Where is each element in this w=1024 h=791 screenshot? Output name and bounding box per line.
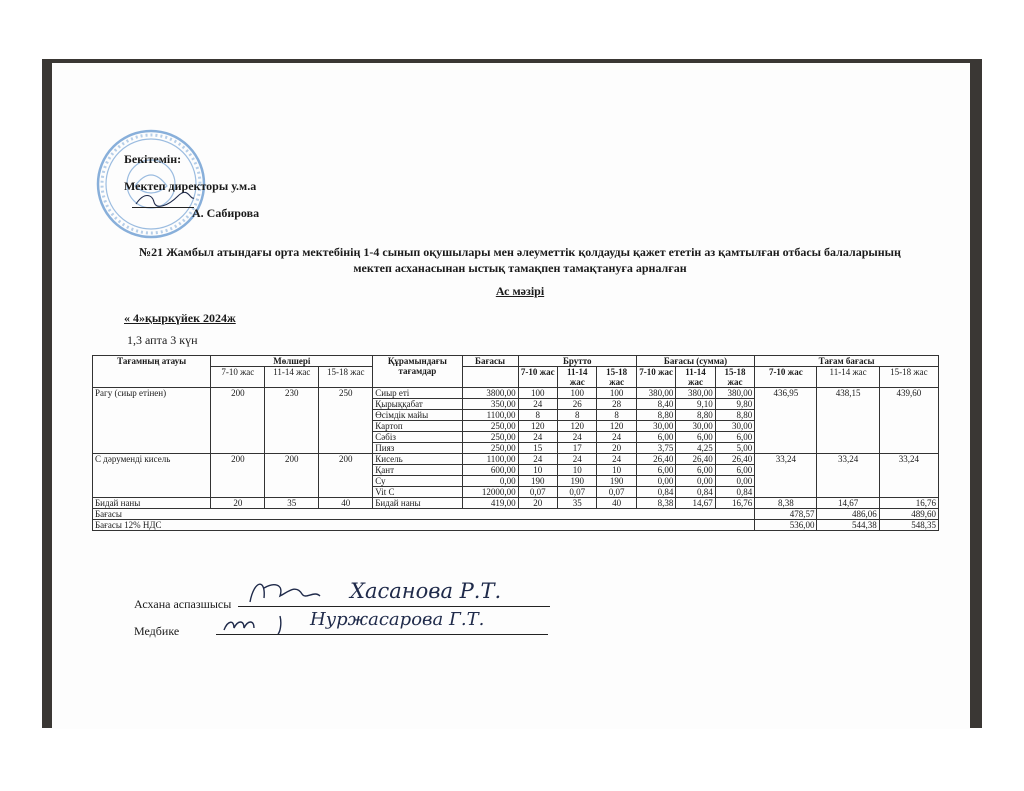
menu-week-day: 1,3 апта 3 күн	[127, 333, 198, 347]
gross-cell: 0,07	[597, 487, 636, 498]
gross-cell: 190	[597, 476, 636, 487]
gross-cell: 17	[558, 443, 597, 454]
menu-heading: Ас мәзірі	[495, 284, 545, 298]
gross-cell: 10	[558, 465, 597, 476]
gross-cell: 24	[518, 432, 557, 443]
dish-amount: 230	[265, 388, 319, 454]
sum-cell: 5,00	[715, 443, 754, 454]
header-age: 15-18 жас	[879, 367, 938, 388]
dish-price-cell: 14,67	[817, 498, 879, 509]
gross-cell: 24	[558, 432, 597, 443]
gross-cell: 190	[558, 476, 597, 487]
gross-cell: 100	[597, 388, 636, 399]
sum-cell: 380,00	[636, 388, 675, 399]
sum-cell: 14,67	[676, 498, 715, 509]
menu-table	[92, 355, 939, 531]
nurse-signed-name: Нуржасарова Г.Т.	[310, 609, 485, 630]
gross-cell: 24	[518, 454, 557, 465]
vat-cell: 544,38	[817, 520, 879, 531]
header-sum: Бағасы (сумма)	[636, 356, 754, 367]
sum-cell: 0,00	[715, 476, 754, 487]
dish-amount: 35	[265, 498, 319, 509]
gross-cell: 100	[518, 388, 557, 399]
nurse-signature	[220, 610, 310, 638]
gross-cell: 190	[518, 476, 557, 487]
component-price: 1100,00	[462, 410, 518, 421]
sum-cell: 3,75	[636, 443, 675, 454]
header-age: 11-14 жас	[558, 367, 597, 388]
gross-cell: 24	[518, 399, 557, 410]
dish-price-cell: 33,24	[879, 454, 938, 498]
dish-amount: 40	[319, 498, 373, 509]
header-age: 15-18 жас	[319, 367, 373, 388]
title-line-1: №21 Жамбыл атындағы орта мектебінің 1-4 сынып оқушылары мен әлеуметтік қолдауды қажет ететін аз қамтылған отбасы балаларының	[139, 245, 901, 259]
nurse-label: Медбике	[134, 624, 180, 638]
sum-cell: 4,25	[676, 443, 715, 454]
total-cell: 486,06	[817, 509, 879, 520]
sum-cell: 0,84	[636, 487, 675, 498]
gross-cell: 24	[597, 454, 636, 465]
component-price: 600,00	[462, 465, 518, 476]
gross-cell: 20	[518, 498, 557, 509]
sum-cell: 0,84	[715, 487, 754, 498]
total-cell: 478,57	[755, 509, 817, 520]
component-price: 12000,00	[462, 487, 518, 498]
document-title	[110, 244, 930, 276]
component-name: Пияз	[373, 443, 462, 454]
dish-name: Рагу (сиыр етінен)	[93, 388, 211, 454]
sum-cell: 0,84	[676, 487, 715, 498]
component-name: Картоп	[373, 421, 462, 432]
gross-cell: 100	[558, 388, 597, 399]
component-price: 419,00	[462, 498, 518, 509]
sum-cell: 30,00	[636, 421, 675, 432]
header-amount: Мөлшері	[211, 356, 373, 367]
sum-cell: 380,00	[676, 388, 715, 399]
dish-price-cell: 436,95	[755, 388, 817, 454]
header-age: 15-18 жас	[597, 367, 636, 388]
gross-cell: 8	[558, 410, 597, 421]
sum-cell: 6,00	[715, 432, 754, 443]
sum-cell: 0,00	[636, 476, 675, 487]
approval-position: Мектеп директоры у.м.а	[124, 179, 257, 193]
approval-heading: Бекітемін:	[124, 152, 182, 166]
component-price: 0,00	[462, 476, 518, 487]
dish-amount: 200	[211, 454, 265, 498]
component-price: 350,00	[462, 399, 518, 410]
sum-cell: 6,00	[715, 465, 754, 476]
component-price: 250,00	[462, 443, 518, 454]
dish-name: Бидай наны	[93, 498, 211, 509]
sum-cell: 6,00	[636, 465, 675, 476]
total-label: Бағасы	[93, 509, 755, 520]
approval-name: А. Сабирова	[192, 206, 260, 220]
sum-cell: 6,00	[676, 465, 715, 476]
sum-cell: 26,40	[636, 454, 675, 465]
gross-cell: 0,07	[518, 487, 557, 498]
component-name: Өсімдік майы	[373, 410, 462, 421]
header-price-empty	[462, 367, 518, 388]
component-name: Сиыр еті	[373, 388, 462, 399]
gross-cell: 120	[597, 421, 636, 432]
gross-cell: 15	[518, 443, 557, 454]
component-name: Қырыққабат	[373, 399, 462, 410]
dish-amount: 200	[319, 454, 373, 498]
gross-cell: 8	[518, 410, 557, 421]
component-name: Қант	[373, 465, 462, 476]
menu-date: « 4»қыркүйек 2024ж	[124, 311, 236, 325]
gross-cell: 8	[597, 410, 636, 421]
component-price: 250,00	[462, 432, 518, 443]
title-line-2: мектеп асханасынан ыстық тамақпен тамақтануға арналған	[353, 261, 687, 275]
gross-cell: 20	[597, 443, 636, 454]
sum-cell: 9,10	[676, 399, 715, 410]
component-name: Кисель	[373, 454, 462, 465]
dish-price-cell: 438,15	[817, 388, 879, 454]
header-dish-price: Тағам бағасы	[755, 356, 939, 367]
sum-cell: 6,00	[676, 432, 715, 443]
sum-cell: 8,80	[715, 410, 754, 421]
gross-cell: 28	[597, 399, 636, 410]
header-age: 7-10 жас	[636, 367, 675, 388]
gross-cell: 0,07	[558, 487, 597, 498]
vat-cell: 536,00	[755, 520, 817, 531]
sum-cell: 8,80	[636, 410, 675, 421]
sum-cell: 26,40	[676, 454, 715, 465]
sum-cell: 16,76	[715, 498, 754, 509]
dish-price-cell: 8,38	[755, 498, 817, 509]
cook-label: Асхана аспазшысы	[134, 597, 232, 611]
header-age: 11-14 жас	[265, 367, 319, 388]
cook-signed-name: Хасанова Р.Т.	[350, 579, 502, 603]
sum-cell: 30,00	[676, 421, 715, 432]
dish-amount: 20	[211, 498, 265, 509]
dish-price-cell: 16,76	[879, 498, 938, 509]
gross-cell: 10	[597, 465, 636, 476]
component-price: 250,00	[462, 421, 518, 432]
dish-price-cell: 33,24	[817, 454, 879, 498]
dish-amount: 200	[211, 388, 265, 454]
sum-cell: 9,80	[715, 399, 754, 410]
gross-cell: 40	[597, 498, 636, 509]
component-name: Vit C	[373, 487, 462, 498]
vat-cell: 548,35	[879, 520, 938, 531]
header-age: 7-10 жас	[518, 367, 557, 388]
sum-cell: 8,38	[636, 498, 675, 509]
component-name: Бидай наны	[373, 498, 462, 509]
header-gross: Брутто	[518, 356, 636, 367]
header-components: Құрамындағы тағамдар	[373, 356, 462, 388]
component-price: 1100,00	[462, 454, 518, 465]
total-cell: 489,60	[879, 509, 938, 520]
dish-price-cell: 33,24	[755, 454, 817, 498]
header-age: 11-14 жас	[817, 367, 879, 388]
sum-cell: 8,80	[676, 410, 715, 421]
dish-price-cell: 439,60	[879, 388, 938, 454]
sum-cell: 0,00	[676, 476, 715, 487]
gross-cell: 10	[518, 465, 557, 476]
header-dish-name: Тағамның атауы	[93, 356, 211, 388]
component-price: 3800,00	[462, 388, 518, 399]
component-name: Сәбіз	[373, 432, 462, 443]
sum-cell: 30,00	[715, 421, 754, 432]
sum-cell: 26,40	[715, 454, 754, 465]
gross-cell: 26	[558, 399, 597, 410]
gross-cell: 24	[597, 432, 636, 443]
gross-cell: 120	[518, 421, 557, 432]
gross-cell: 24	[558, 454, 597, 465]
dish-name: С дәруменді кисель	[93, 454, 211, 498]
director-signature	[134, 190, 196, 210]
vat-label: Бағасы 12% НДС	[93, 520, 755, 531]
header-age: 7-10 жас	[755, 367, 817, 388]
dish-amount: 250	[319, 388, 373, 454]
dish-amount: 200	[265, 454, 319, 498]
gross-cell: 120	[558, 421, 597, 432]
sum-cell: 8,40	[636, 399, 675, 410]
component-name: Су	[373, 476, 462, 487]
sum-cell: 380,00	[715, 388, 754, 399]
header-age: 15-18 жас	[715, 367, 754, 388]
header-age: 7-10 жас	[211, 367, 265, 388]
header-price: Бағасы	[462, 356, 518, 367]
gross-cell: 35	[558, 498, 597, 509]
approval-block	[124, 146, 259, 227]
header-age: 11-14 жас	[676, 367, 715, 388]
sum-cell: 6,00	[636, 432, 675, 443]
